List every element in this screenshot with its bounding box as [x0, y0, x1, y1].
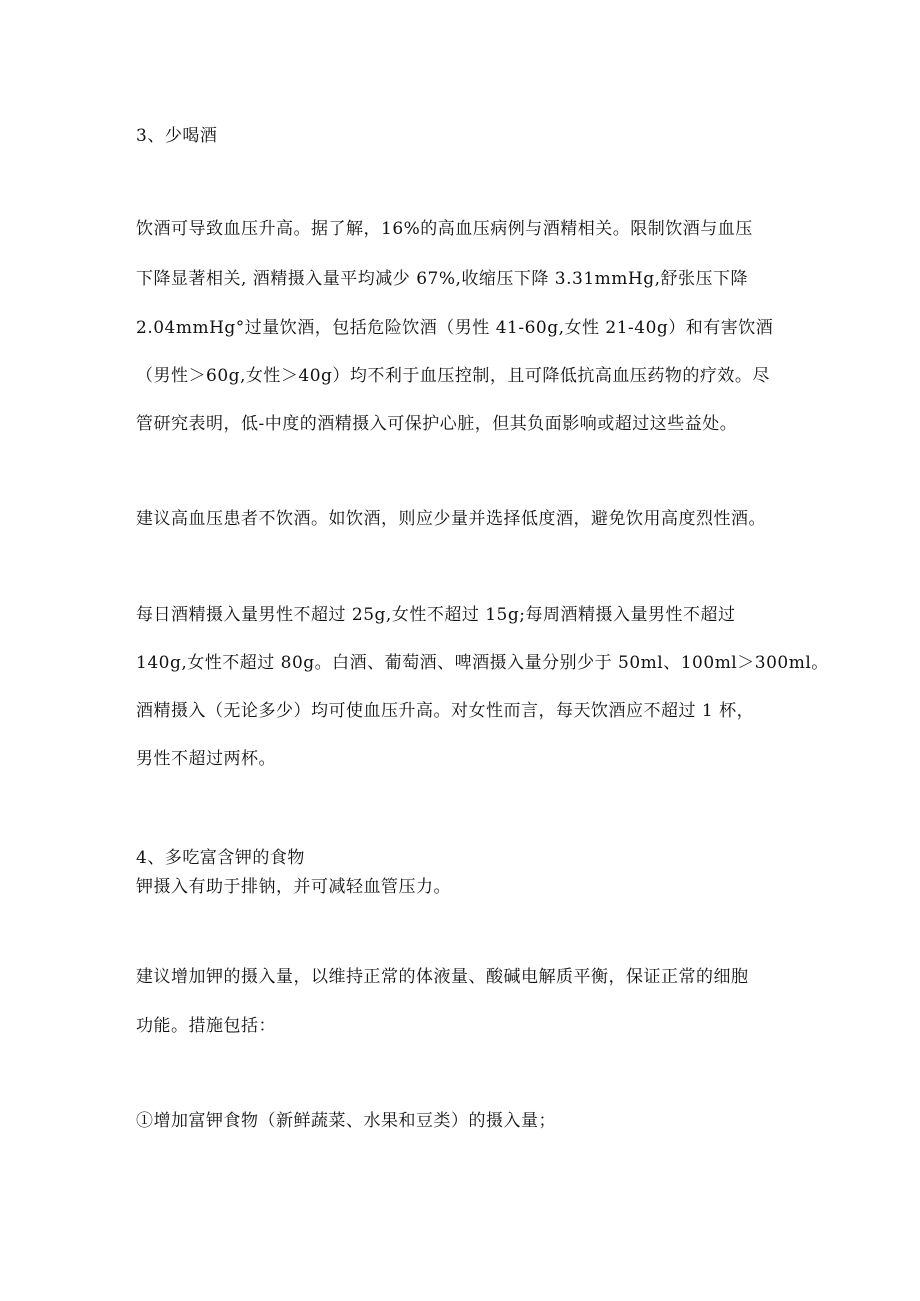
paragraph-line: 2.04mmHg°过量饮酒，包括危险饮酒（男性 41-60g,女性 21-40g）和有害饮酒 — [136, 318, 774, 338]
section-4-intro: 钾摄入有助于排钠，并可减轻血管压力。 — [136, 877, 451, 897]
paragraph-line: （男性＞60g,女性＞40g）均不利于血压控制，且可降低抗高血压药物的疗效。尽 — [136, 366, 770, 386]
paragraph-line: 建议高血压患者不饮酒。如饮酒，则应少量并选择低度酒，避免饮用高度烈性酒。 — [136, 509, 766, 529]
paragraph-line: 每日酒精摄入量男性不超过 25g,女性不超过 15g;每周酒精摄入量男性不超过 — [136, 605, 736, 625]
paragraph-line: 建议增加钾的摄入量，以维持正常的体液量、酸碱电解质平衡，保证正常的细胞 — [136, 967, 749, 987]
paragraph-line: 功能。措施包括： — [136, 1016, 276, 1036]
paragraph-line: 管研究表明，低-中度的酒精摄入可保护心脏，但其负面影响或超过这些益处。 — [136, 414, 738, 434]
paragraph-line: 男性不超过两杯。 — [136, 749, 276, 769]
paragraph-line: 饮酒可导致血压升高。据了解，16%的高血压病例与酒精相关。限制饮酒与血压 — [136, 219, 753, 239]
section-4-heading: 4、多吃富含钾的食物 — [136, 848, 305, 868]
section-3-heading: 3、少喝酒 — [136, 126, 218, 146]
paragraph-line: 140g,女性不超过 80g。白酒、葡萄酒、啤酒摄入量分别少于 50ml、100ml＞300ml。 — [136, 653, 829, 673]
paragraph-line: 酒精摄入（无论多少）均可使血压升高。对女性而言，每天饮酒应不超过 1 杯， — [136, 701, 755, 721]
list-item: ①增加富钾食物（新鲜蔬菜、水果和豆类）的摄入量； — [136, 1111, 556, 1131]
paragraph-line: 下降显著相关, 酒精摄入量平均减少 67%,收缩压下降 3.31mmHg,舒张压下降 — [136, 269, 749, 289]
